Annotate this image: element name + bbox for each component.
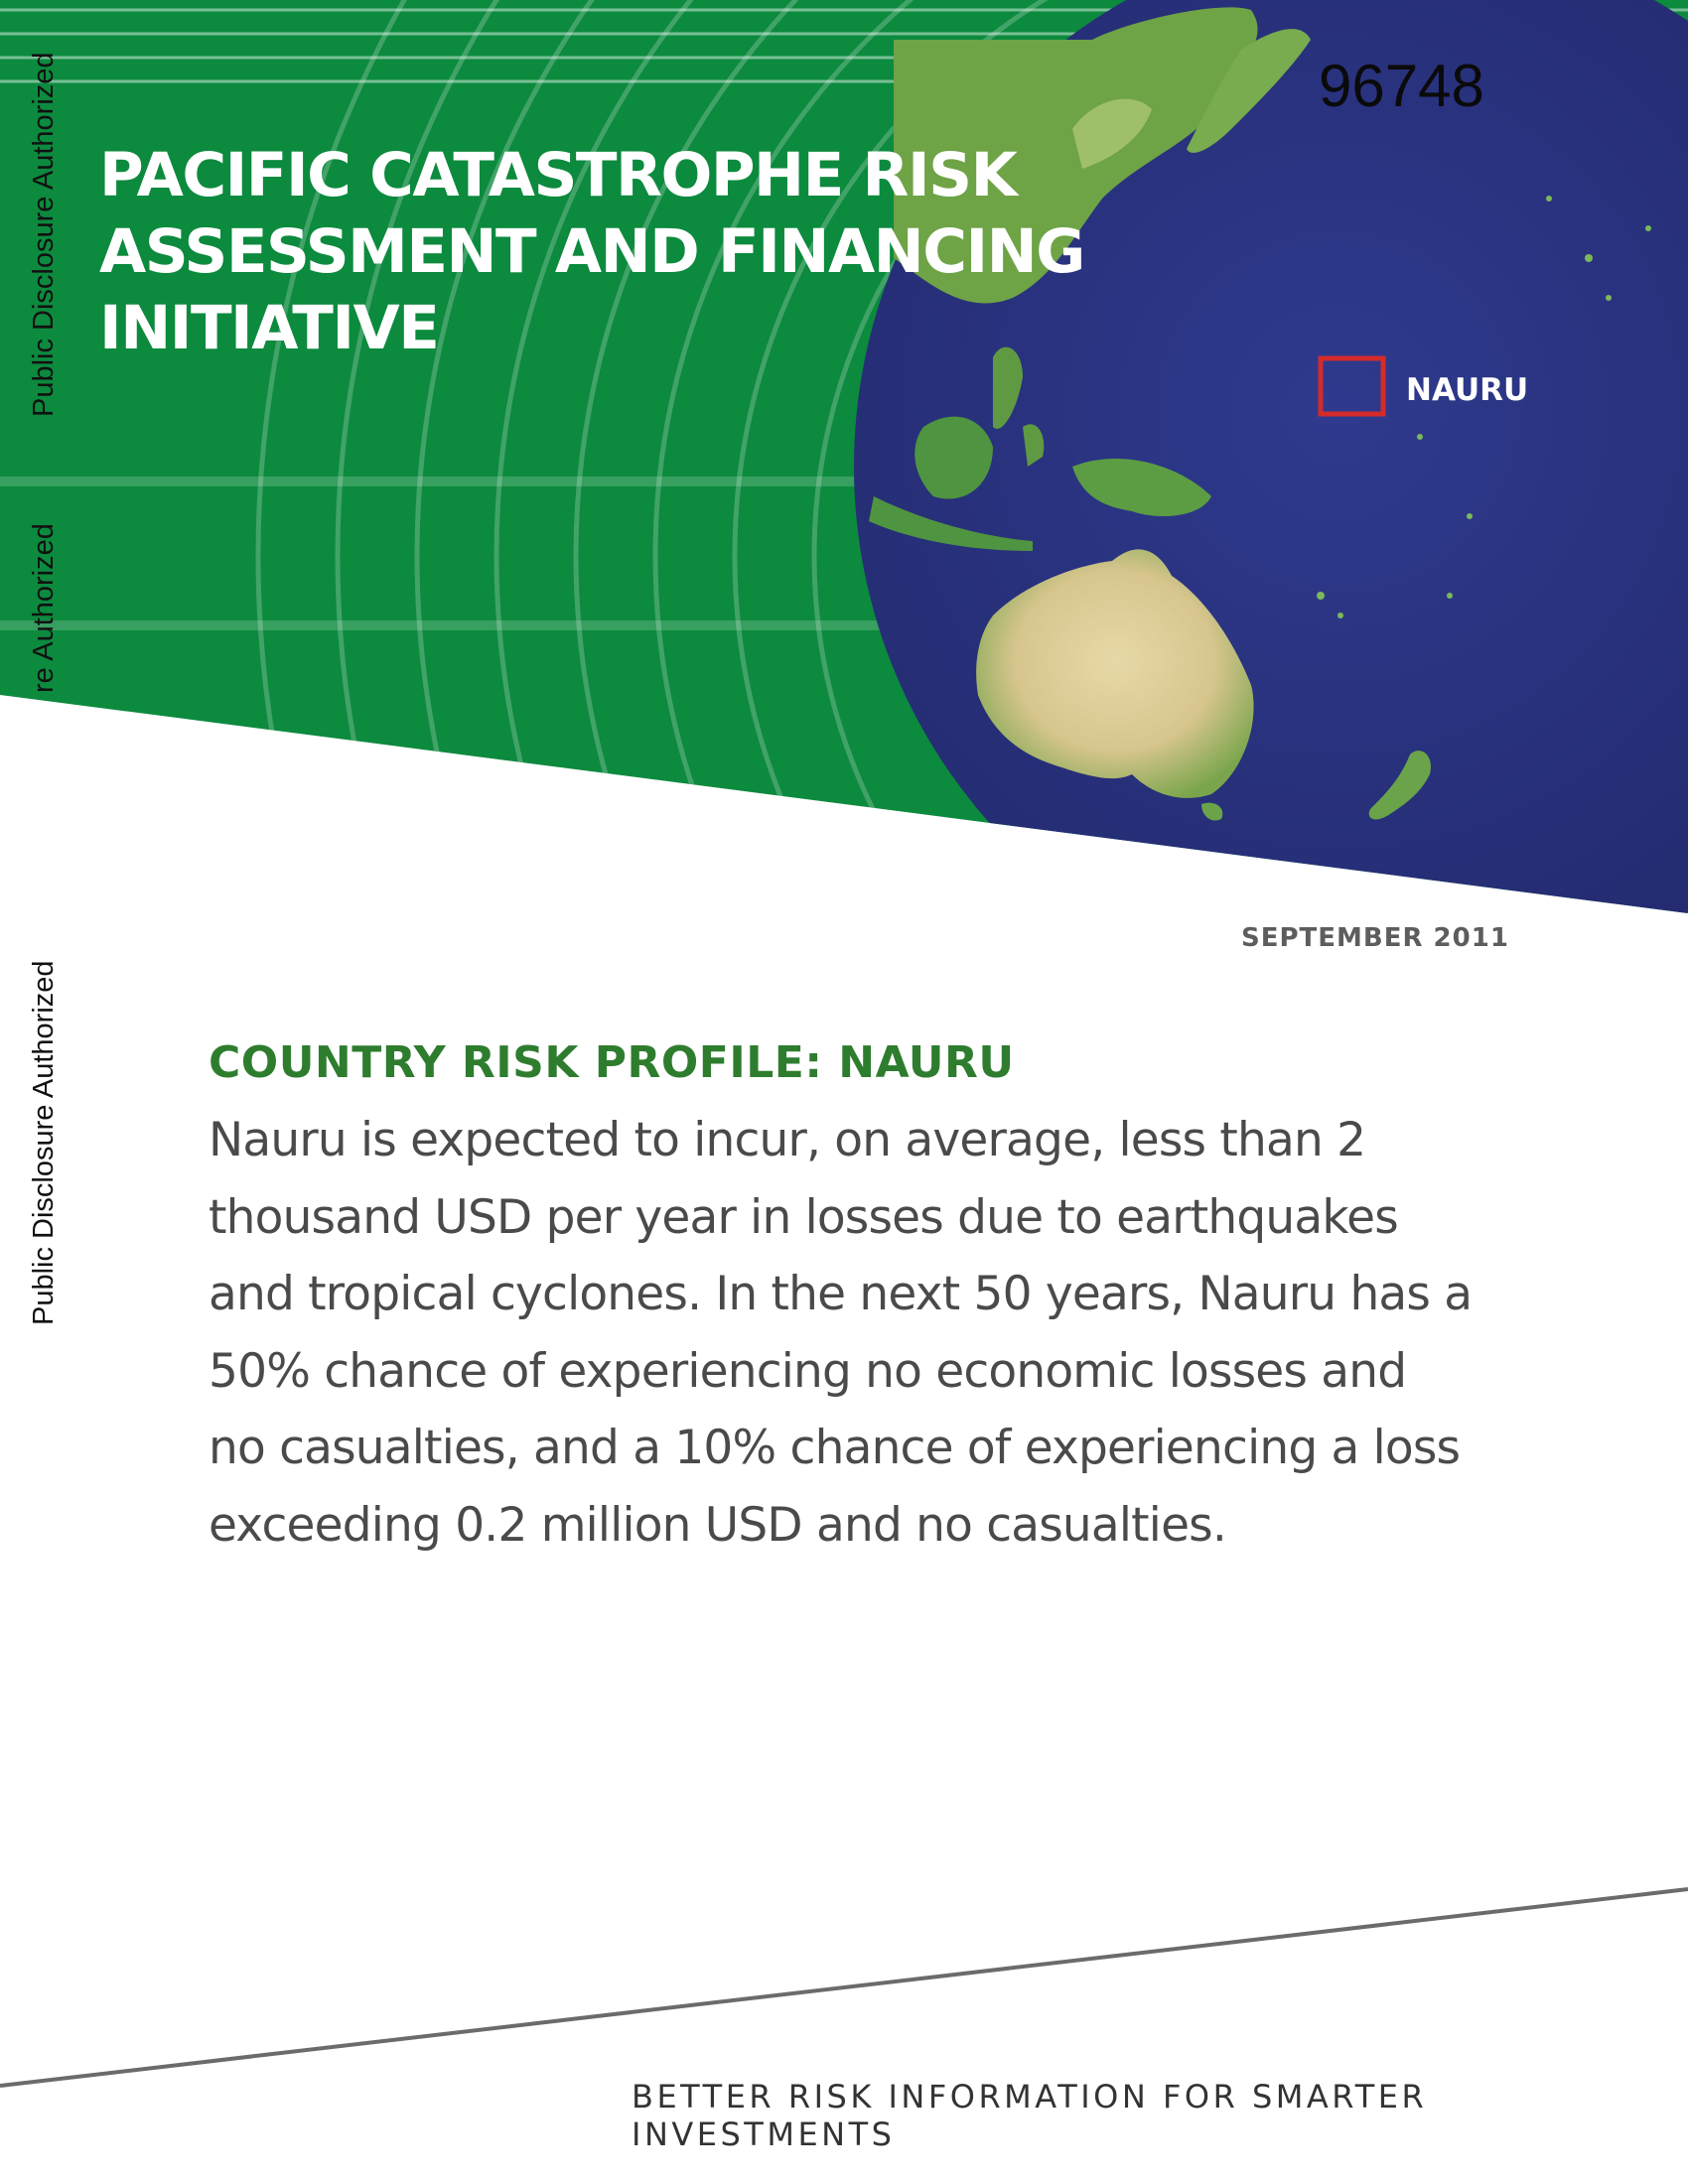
profile-heading: COUNTRY RISK PROFILE: NAURU xyxy=(209,1037,1015,1088)
publication-date: SEPTEMBER 2011 xyxy=(1241,923,1509,953)
title-line: INITIATIVE xyxy=(99,293,439,363)
summary-line: exceeding 0.2 million USD and no casualties. xyxy=(209,1497,1227,1553)
document-number: 96748 xyxy=(1319,53,1484,119)
summary-line: and tropical cyclones. In the next 50 years, Nauru has a xyxy=(209,1267,1473,1321)
summary-line: thousand USD per year in losses due to earthquakes xyxy=(209,1189,1398,1245)
summary-line: no casualties, and a 10% chance of experiencing a loss xyxy=(209,1421,1461,1475)
footer-rule xyxy=(0,1889,1688,2086)
title-line: PACIFIC CATASTROPHE RISK xyxy=(99,140,1017,210)
summary-line: 50% chance of experiencing no economic losses and xyxy=(209,1343,1407,1399)
summary-line: Nauru is expected to incur, on average, less than 2 xyxy=(209,1113,1366,1167)
title-line: ASSESSMENT AND FINANCING xyxy=(99,216,1084,287)
footer-tagline: BETTER RISK INFORMATION FOR SMARTER INVESTMENTS xyxy=(632,2078,1428,2153)
report-title xyxy=(99,137,1092,366)
risk-summary xyxy=(209,1102,1472,1564)
map-label-nauru: NAURU xyxy=(1406,372,1529,408)
